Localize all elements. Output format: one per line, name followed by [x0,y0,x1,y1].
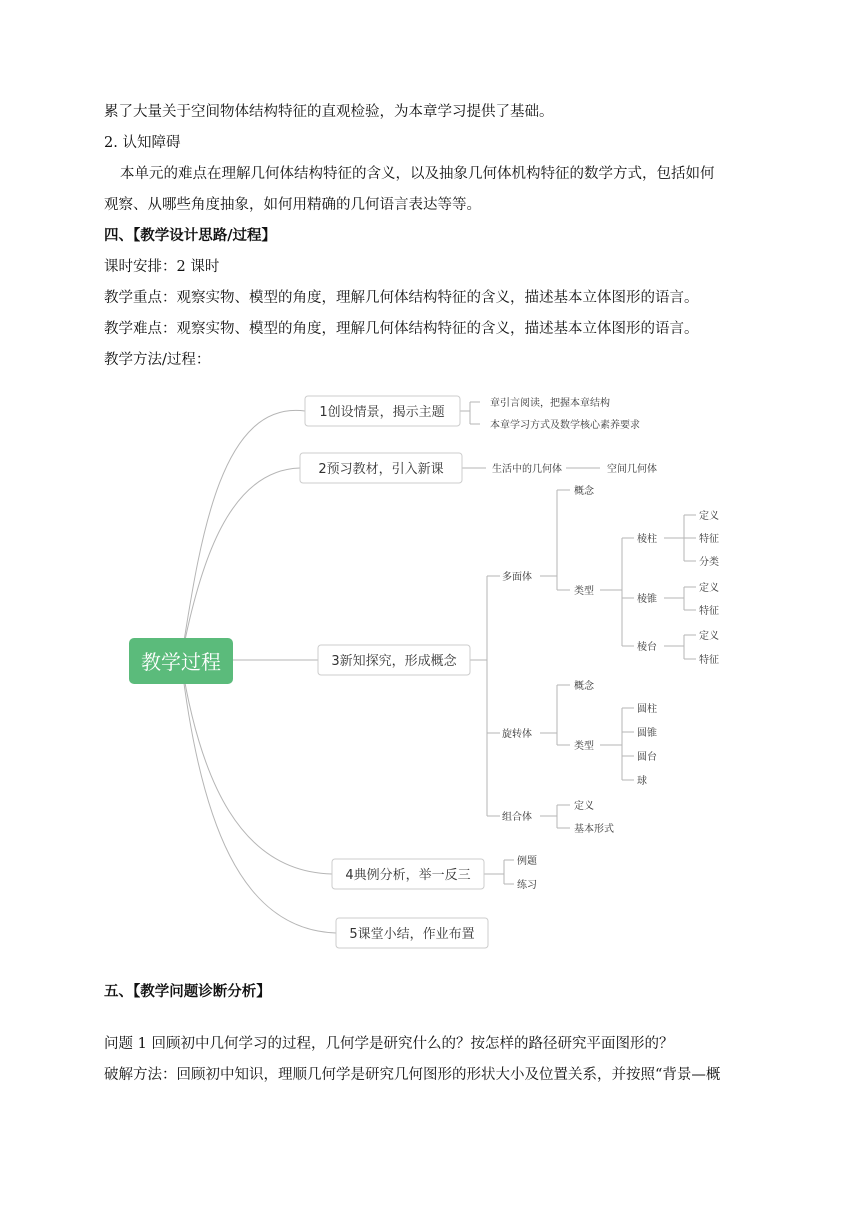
edge [181,660,336,933]
root-node-label: 教学过程 [141,650,221,674]
node-label: 本章学习方式及数学核心素养要求 [490,420,640,431]
node-label: 分类 [699,557,719,568]
node-label: 棱柱 [637,534,657,545]
node-label: 多面体 [502,572,532,583]
text-line: 课时安排：2 课时 [104,259,220,275]
node-label: 特征 [699,655,719,666]
node-label: 空间几何体 [607,464,657,475]
node-label: 概念 [574,681,594,692]
node-label: 旋转体 [502,729,532,740]
node-label: 圆柱 [637,704,657,715]
subheading-cognitive-barrier: 2. 认知障碍 [104,135,181,151]
text-line: 教学方法/过程： [104,352,211,368]
node-label: 圆锥 [637,728,657,739]
node-label: 定义 [574,801,594,812]
node-label: 特征 [699,606,719,617]
node-label: 练习 [517,880,537,891]
node-label: 类型 [574,741,594,752]
node-label: 棱锥 [637,594,657,605]
node-label: 章引言阅读，把握本章结构 [490,398,610,409]
node-label: 圆台 [637,752,657,763]
branch-label-1: 1创设情景，揭示主题 [319,405,445,420]
section-heading-4: 四、【教学设计思路/过程】 [104,227,277,244]
edge [181,468,300,660]
node-label: 基本形式 [574,824,614,835]
text-line: 教学难点：观察实物、模型的角度，理解几何体结构特征的含义，描述基本立体图形的语言。 [104,321,699,337]
node-label: 类型 [574,586,594,597]
node-label: 棱台 [637,642,657,653]
branch-label-2: 2预习教材，引入新课 [318,462,444,477]
branch-label-5: 5课堂小结，作业布置 [349,927,475,942]
node-label: 例题 [517,856,537,867]
node-label: 组合体 [502,812,532,823]
text-line: 观察、从哪些角度抽象，如何用精确的几何语言表达等等。 [104,197,481,213]
text-line: 累了大量关于空间物体结构特征的直观检验，为本章学习提供了基础。 [104,104,554,120]
node-label: 定义 [699,583,719,594]
text-line: 教学重点：观察实物、模型的角度，理解几何体结构特征的含义，描述基本立体图形的语言。 [104,290,699,306]
node-label: 定义 [699,511,719,522]
branch-label-3: 3新知探究，形成概念 [331,654,457,669]
branch-label-4: 4典例分析，举一反三 [345,868,471,883]
text-line: 本单元的难点在理解几何体结构特征的含义，以及抽象几何体机构特征的数学方式，包括如何 [120,166,715,182]
node-label: 概念 [574,486,594,497]
text-line: 破解方法：回顾初中知识，理顺几何学是研究几何图形的形状大小及位置关系，并按照“背景—概 [104,1067,721,1083]
edge [181,660,332,874]
edge [181,410,305,660]
node-label: 定义 [699,631,719,642]
section-heading-5: 五、【教学问题诊断分析】 [104,983,271,1000]
node-label: 生活中的几何体 [492,464,562,475]
node-label: 球 [637,776,647,787]
text-line: 问题 1 回顾初中几何学习的过程，几何学是研究什么的？按怎样的路径研究平面图形的？ [104,1036,674,1052]
node-label: 特征 [699,534,719,545]
